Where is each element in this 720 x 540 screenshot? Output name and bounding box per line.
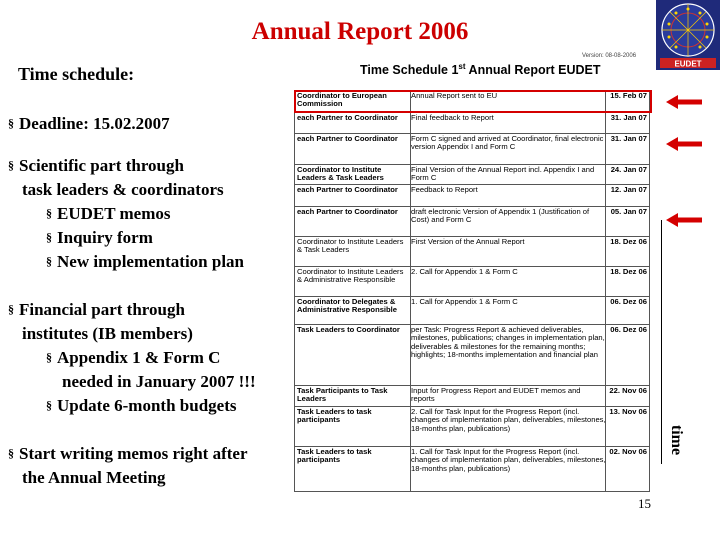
bullet-item: § Inquiry form	[46, 228, 153, 247]
table-row	[295, 386, 649, 407]
task-cell: Feedback to Report	[411, 186, 478, 194]
bullet-item: task leaders & coordinators	[22, 180, 224, 199]
responsible-cell: each Partner to Coordinator	[297, 135, 398, 143]
time-schedule-label: Time schedule:	[18, 64, 135, 84]
svg-text:EUDET: EUDET	[674, 59, 702, 69]
task-cell: Final feedback to Report	[411, 114, 494, 122]
time-axis-label: time	[668, 424, 685, 456]
bullet-marker-icon: §	[8, 446, 14, 460]
table-row	[295, 134, 649, 165]
table-row	[295, 113, 649, 134]
responsible-cell: Task Leaders to Coordinator	[297, 326, 400, 334]
responsible-cell: Coordinator to Institute Leaders & Administrative Responsible	[297, 268, 404, 285]
bullet-marker-icon: §	[8, 116, 14, 130]
task-cell: 2. Call for Task Input for the Progress Report (incl. changes of implementation plan, deliverables, milestones, 18-months plan, publications)	[411, 408, 606, 433]
highlight-box	[294, 90, 652, 113]
responsible-cell: Coordinator to Delegates & Administrative Responsible	[297, 298, 398, 315]
date-cell: 22. Nov 06	[609, 387, 647, 395]
bullet-item: § Update 6-month budgets	[46, 396, 237, 415]
date-cell: 06. Dez 06	[610, 326, 647, 334]
eudet-logo	[656, 0, 720, 70]
table-row	[295, 297, 649, 325]
date-cell: 05. Jan 07	[610, 208, 647, 216]
bullet-item: § Deadline: 15.02.2007	[8, 114, 170, 133]
table-row	[295, 185, 649, 207]
bullet-item: § Appendix 1 & Form C	[46, 348, 221, 367]
table-row	[295, 267, 649, 297]
bullet-item: § New implementation plan	[46, 252, 244, 271]
responsible-cell: each Partner to Coordinator	[297, 114, 398, 122]
bullet-marker-icon: §	[8, 158, 14, 172]
arrow-left-icon	[664, 94, 704, 110]
task-cell: Final Version of the Annual Report incl. Appendix I and Form C	[411, 166, 595, 183]
arrow-left-icon	[664, 212, 704, 228]
date-cell: 18. Dez 06	[610, 268, 647, 276]
table-row	[295, 207, 649, 237]
responsible-cell: each Partner to Coordinator	[297, 208, 398, 216]
bullet-item: needed in January 2007 !!!	[62, 372, 256, 391]
task-cell: 2. Call for Appendix 1 & Form C	[411, 268, 518, 276]
page-number: 15	[638, 496, 651, 511]
responsible-cell: Task Leaders to task participants	[297, 448, 372, 465]
task-cell: 1. Call for Task Input for the Progress Report (incl. changes of implementation plan, deliverables, milestones, 18-months plan, publications)	[411, 448, 606, 473]
bullet-item: § EUDET memos	[46, 204, 171, 223]
date-cell: 24. Jan 07	[610, 166, 647, 174]
bullet-marker-icon: §	[46, 398, 52, 412]
bullet-marker-icon: §	[46, 230, 52, 244]
date-cell: 06. Dez 06	[610, 298, 647, 306]
task-cell: First Version of the Annual Report	[411, 238, 525, 246]
responsible-cell: Coordinator to European Commission	[297, 92, 387, 109]
task-cell: Form C signed and arrived at Coordinator, final electronic version Appendix I and Form C	[411, 135, 604, 152]
responsible-cell: Task Participants to Task Leaders	[297, 387, 388, 404]
schedule-table	[294, 90, 650, 492]
task-cell: Annual Report sent to EU	[411, 92, 498, 100]
table-row	[295, 325, 649, 386]
table-version: Version: 08-08-2006	[582, 53, 637, 59]
bullet-item: § Start writing memos right after	[8, 444, 248, 463]
date-cell: 02. Nov 06	[609, 448, 647, 456]
table-row	[295, 407, 649, 447]
date-cell: 31. Jan 07	[610, 114, 647, 122]
table-row	[295, 165, 649, 185]
bullet-marker-icon: §	[8, 302, 14, 316]
task-cell: draft electronic Version of Appendix 1 (Justification of Cost) and Form C	[411, 208, 590, 225]
slide-title: Annual Report 2006	[251, 18, 469, 45]
bullet-marker-icon: §	[46, 254, 52, 268]
bullet-item: the Annual Meeting	[22, 468, 166, 487]
bullet-marker-icon: §	[46, 350, 52, 364]
bullet-item: institutes (IB members)	[22, 324, 193, 343]
responsible-cell: Coordinator to Institute Leaders & Task Leaders	[297, 238, 404, 255]
task-cell: Input for Progress Report and EUDET memos and reports	[411, 387, 581, 404]
responsible-cell: Task Leaders to task participants	[297, 408, 372, 425]
table-row	[295, 237, 649, 267]
table-title: Time Schedule 1st Annual Report EUDET	[360, 62, 601, 78]
table-row	[295, 447, 649, 491]
time-axis-line	[661, 220, 662, 464]
date-cell: 15. Feb 07	[610, 92, 647, 100]
bullet-item: § Financial part through	[8, 300, 185, 319]
responsible-cell: each Partner to Coordinator	[297, 186, 398, 194]
responsible-cell: Coordinator to Institute Leaders & Task Leaders	[297, 166, 384, 183]
arrow-left-icon	[664, 136, 704, 152]
task-cell: 1. Call for Appendix 1 & Form C	[411, 298, 518, 306]
task-cell: per Task: Progress Report & achieved deliverables, milestones, publications; changes in implementation plan, deliverables & milestones for the remaining months; highlights; 18-months implementation and financial plan	[411, 326, 605, 360]
date-cell: 18. Dez 06	[610, 238, 647, 246]
date-cell: 31. Jan 07	[610, 135, 647, 143]
date-cell: 13. Nov 06	[609, 408, 647, 416]
bullet-marker-icon: §	[46, 206, 52, 220]
date-cell: 12. Jan 07	[610, 186, 647, 194]
bullet-item: § Scientific part through	[8, 156, 184, 175]
